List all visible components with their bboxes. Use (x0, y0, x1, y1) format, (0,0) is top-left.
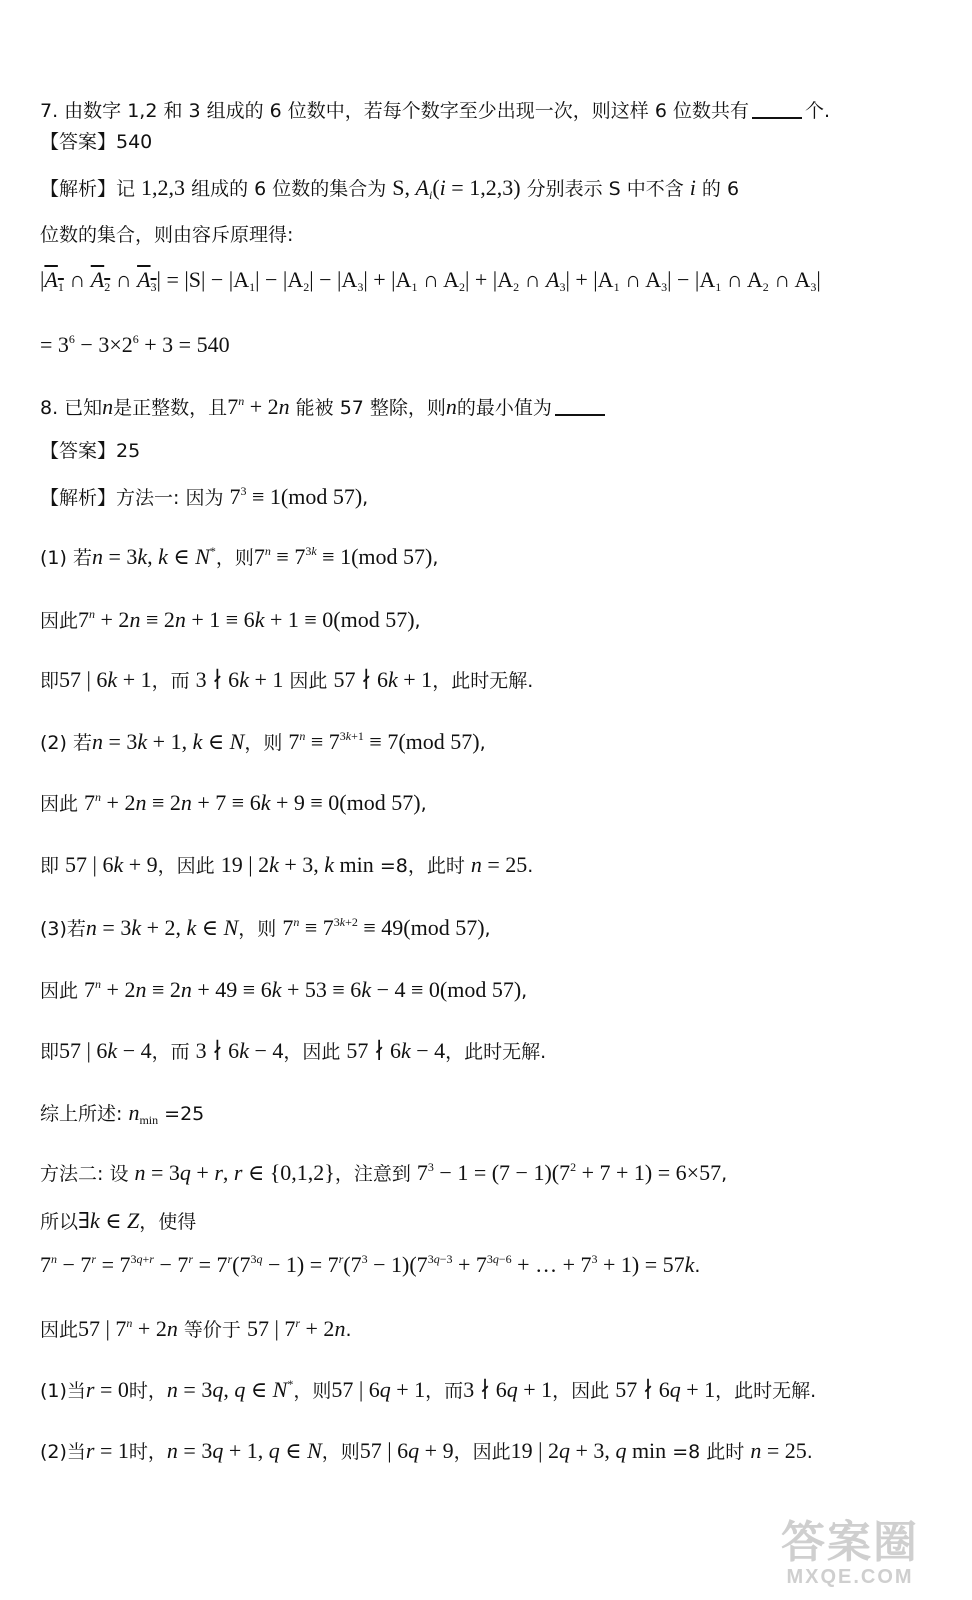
text-line: 【解析】记 1,2,3 组成的 6 位数的集合为 S, $A_i(i = 1,2,3)$ 分别表示 S 中不含 i 的 6 (40, 175, 740, 202)
text-line: 即57 | 6k − 4，而 3 ∤ 6k − 4，因此 57 ∤ 6k − 4，此时无解. (40, 1038, 547, 1063)
text-line: = $3^6 - 3\times 2^6 + 3 = 540$ (40, 332, 230, 357)
watermark-logo (750, 1520, 950, 1592)
watermark-url: MXQE.COM (786, 1566, 914, 1588)
text-line: 综上所述: $n_{min} =25$ (40, 1100, 205, 1127)
text-line: 方法二: 设 n = 3q + r, r ∈ {0,1,2}，注意到 $7^3 - 1 = (7 - 1)(7^2 + 7 + 1) = 6\times 57$, (40, 1160, 728, 1185)
text-line: $7^n - 7^r = 7^{3q+r} - 7^r = 7^r(7^{3q} - 1) = 7^r(7^3 - 1)(7^{3q-3} + 7^{3q-6}$ + … + $7^3 + 1) = 57k$. (40, 1252, 701, 1277)
text-line: 7. 由数字 1,2 和 3 组成的 6 位数中，若每个数字至少出现一次，则这样 6 位数共有 个. (40, 100, 831, 122)
text-line: $|A_1$ ∩ $A_2$ ∩ $A_3| = |S| - |A_1| - |A_2| - |A_3| + |A_1$ ∩ $A_2| + |A_2$ ∩ $A_3| + |A_1$ ∩ $A_3| - |A_1$ ∩ $A_2$ ∩ $A_3|$ (40, 267, 821, 294)
text-line: 因此57 | $7^n + 2n$ 等价于 57 | $7^r + 2n$. (40, 1316, 352, 1341)
text-line: (3)若n = 3k + 2, k ∈ N，则 $7^n \equiv 7^{3k+2} \equiv 49(mod$ 57), (40, 915, 491, 940)
text-line: (1)当r = 0时，n = 3q, q ∈ N*，则57 | 6q + 1，而3 ∤ 6q + 1，因此 57 ∤ 6q + 1，此时无解. (40, 1377, 817, 1402)
text-line: (1) 若n = 3k, k ∈ N*，则$7^n \equiv 7^{3k} \equiv 1(mod$ 57), (40, 544, 439, 569)
text-line: 【答案】25 (40, 440, 141, 462)
text-line: (2)当r = 1时，n = 3q + 1, q ∈ N，则57 | 6q + 9，因此19 | 2q + 3, q min =8 此时 n = 25. (40, 1438, 813, 1463)
text-line: 【解析】方法一: 因为 $7^3 \equiv 1(mod$ 57), (40, 484, 369, 509)
text-line: 因此 $7^n + 2n \equiv 2n + 7 \equiv 6k + 9 \equiv 0(mod$ 57), (40, 790, 427, 815)
watermark-text: 答案圈 (781, 1518, 919, 1567)
text-line: 因此 $7^n + 2n \equiv 2n + 49 \equiv 6k + 53 \equiv 6k - 4 \equiv 0(mod$ 57), (40, 977, 528, 1002)
text-line: 所以∃k ∈ Z，使得 (40, 1208, 197, 1233)
text-line: 8. 已知n是正整数，且$7^n + 2n$ 能被 57 整除，则n的最小值为 (40, 392, 932, 423)
text-line: 即 57 | 6k + 9，因此 19 | 2k + 3, k min =8，此时 n = 25. (40, 852, 534, 877)
text-line: 因此$7^n + 2n \equiv 2n + 1 \equiv 6k + 1 \equiv 0(mod$ 57), (40, 607, 421, 632)
text-line: 【答案】540 (40, 131, 153, 153)
text-line: 即57 | 6k + 1，而 3 ∤ 6k + 1 因此 57 ∤ 6k + 1，此时无解. (40, 667, 534, 692)
text-line: 位数的集合，则由容斥原理得: (40, 224, 294, 246)
text-line: (2) 若n = 3k + 1, k ∈ N，则 $7^n \equiv 7^{3k+1} \equiv 7(mod$ 57), (40, 729, 486, 754)
